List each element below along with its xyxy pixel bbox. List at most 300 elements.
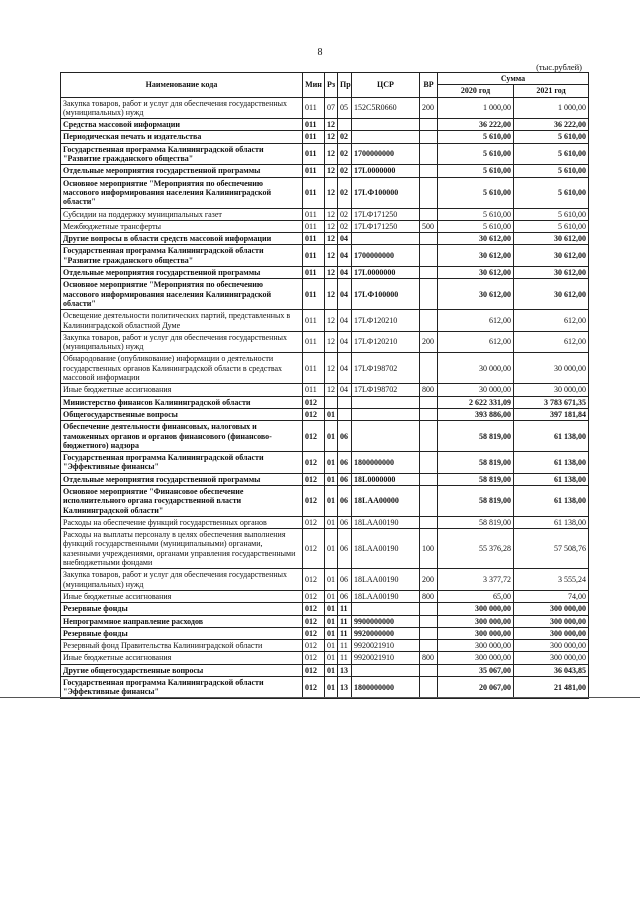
row-min: 012 [303, 408, 325, 420]
row-2020: 58 819,00 [438, 485, 514, 516]
row-min: 012 [303, 473, 325, 485]
row-pr: 04 [338, 331, 352, 353]
row-csr [352, 421, 420, 452]
row-rz: 12 [325, 245, 338, 267]
row-pr: 11 [338, 615, 352, 627]
row-min: 011 [303, 131, 325, 143]
row-name: Государственная программа Калининградской области "Эффективные финансы" [61, 677, 303, 699]
row-csr: 1700000000 [352, 245, 420, 267]
row-csr [352, 233, 420, 245]
row-rz: 12 [325, 279, 338, 310]
row-pr: 06 [338, 485, 352, 516]
row-name: Основное мероприятие "Мероприятия по обеспечению массового информирования населения Калининградской области" [61, 279, 303, 310]
row-2021: 36 043,85 [514, 664, 589, 676]
row-rz: 12 [325, 331, 338, 353]
table-body [61, 97, 589, 698]
row-2020: 5 610,00 [438, 177, 514, 208]
row-min: 012 [303, 452, 325, 474]
row-pr: 06 [338, 529, 352, 569]
row-vr: 200 [420, 97, 438, 119]
row-vr [420, 143, 438, 165]
row-2021: 612,00 [514, 310, 589, 332]
row-vr [420, 677, 438, 699]
row-2020: 612,00 [438, 310, 514, 332]
row-2020: 30 000,00 [438, 384, 514, 396]
row-name: Основное мероприятие "Финансовое обеспечение исполнительного органа государственной власти Калининградской области" [61, 485, 303, 516]
row-2021: 61 138,00 [514, 421, 589, 452]
row-pr: 13 [338, 677, 352, 699]
table-row [61, 384, 589, 396]
header-vr: ВР [420, 73, 438, 98]
row-2021: 61 138,00 [514, 485, 589, 516]
row-rz: 01 [325, 615, 338, 627]
row-name: Государственная программа Калининградской области "Развитие гражданского общества" [61, 245, 303, 267]
row-name: Расходы на выплаты персоналу в целях обеспечения выполнения функций государственными (муниципальными) органами, казенными учреждениями, органами управления государственными внебюджетными фондами [61, 529, 303, 569]
row-vr [420, 473, 438, 485]
row-2020: 30 612,00 [438, 233, 514, 245]
row-2021: 5 610,00 [514, 165, 589, 177]
row-pr [338, 119, 352, 131]
row-min: 012 [303, 569, 325, 591]
row-pr: 02 [338, 177, 352, 208]
header-csr: ЦСР [352, 73, 420, 98]
row-rz: 12 [325, 119, 338, 131]
row-2020: 30 612,00 [438, 245, 514, 267]
row-pr: 11 [338, 652, 352, 664]
row-name: Непрограммное направление расходов [61, 615, 303, 627]
row-vr [420, 516, 438, 528]
row-2021: 30 000,00 [514, 384, 589, 396]
row-2020: 30 612,00 [438, 279, 514, 310]
row-vr [420, 245, 438, 267]
row-name: Общегосударственные вопросы [61, 408, 303, 420]
row-vr [420, 131, 438, 143]
row-min: 012 [303, 627, 325, 639]
row-name: Иные бюджетные ассигнования [61, 384, 303, 396]
table-row [61, 208, 589, 220]
table-row [61, 131, 589, 143]
row-pr: 06 [338, 452, 352, 474]
row-min: 012 [303, 677, 325, 699]
row-pr: 02 [338, 165, 352, 177]
row-csr: 17L0000000 [352, 165, 420, 177]
row-vr: 800 [420, 384, 438, 396]
page-number: 8 [317, 47, 323, 58]
row-2021: 30 612,00 [514, 279, 589, 310]
row-2021: 300 000,00 [514, 627, 589, 639]
row-2020: 55 376,28 [438, 529, 514, 569]
row-name: Субсидии на поддержку муниципальных газет [61, 208, 303, 220]
row-vr [420, 452, 438, 474]
row-vr [420, 119, 438, 131]
budget-table [60, 72, 589, 699]
table-row [61, 652, 589, 664]
row-csr: 17LФ100000 [352, 177, 420, 208]
row-vr: 200 [420, 569, 438, 591]
row-min: 011 [303, 119, 325, 131]
table-row [61, 529, 589, 569]
row-name: Резервные фонды [61, 627, 303, 639]
page-divider [0, 697, 640, 698]
header-rz: Рз [325, 73, 338, 98]
table-row [61, 331, 589, 353]
row-pr: 02 [338, 208, 352, 220]
header-name: Наименование кода [61, 73, 303, 98]
row-name: Основное мероприятие "Мероприятия по обеспечению массового информирования населения Калининградской области" [61, 177, 303, 208]
row-rz: 12 [325, 177, 338, 208]
row-name: Отдельные мероприятия государственной программы [61, 165, 303, 177]
row-2020: 58 819,00 [438, 452, 514, 474]
row-rz: 01 [325, 529, 338, 569]
row-csr: 18LAA00000 [352, 485, 420, 516]
row-vr [420, 233, 438, 245]
row-name: Межбюджетные трансферты [61, 220, 303, 232]
row-2021: 61 138,00 [514, 452, 589, 474]
table-row [61, 421, 589, 452]
table-row [61, 615, 589, 627]
row-2021: 21 481,00 [514, 677, 589, 699]
row-name: Иные бюджетные ассигнования [61, 590, 303, 602]
row-2020: 3 377,72 [438, 569, 514, 591]
row-name: Закупка товаров, работ и услуг для обеспечения государственных (муниципальных) нужд [61, 97, 303, 119]
table-row [61, 640, 589, 652]
table-row [61, 516, 589, 528]
row-min: 012 [303, 652, 325, 664]
row-rz: 01 [325, 652, 338, 664]
row-min: 011 [303, 279, 325, 310]
row-rz: 01 [325, 569, 338, 591]
row-2020: 300 000,00 [438, 640, 514, 652]
row-min: 011 [303, 233, 325, 245]
row-2021: 5 610,00 [514, 177, 589, 208]
row-rz: 07 [325, 97, 338, 119]
row-csr [352, 131, 420, 143]
table-row [61, 119, 589, 131]
row-rz: 01 [325, 485, 338, 516]
row-pr: 11 [338, 603, 352, 615]
table-row [61, 473, 589, 485]
row-rz: 01 [325, 664, 338, 676]
header-2020: 2020 год [438, 85, 514, 97]
row-pr: 06 [338, 473, 352, 485]
row-min: 011 [303, 220, 325, 232]
row-csr: 9920021910 [352, 652, 420, 664]
row-min: 011 [303, 208, 325, 220]
row-vr [420, 177, 438, 208]
row-2020: 1 000,00 [438, 97, 514, 119]
row-2021: 36 222,00 [514, 119, 589, 131]
row-rz: 12 [325, 165, 338, 177]
row-pr: 05 [338, 97, 352, 119]
row-2020: 58 819,00 [438, 473, 514, 485]
row-csr: 18LAA00190 [352, 590, 420, 602]
row-rz: 12 [325, 220, 338, 232]
row-pr: 04 [338, 310, 352, 332]
table-row [61, 177, 589, 208]
row-2020: 30 000,00 [438, 353, 514, 384]
budget-table-container [60, 72, 588, 699]
row-2021: 3 555,24 [514, 569, 589, 591]
row-2020: 612,00 [438, 331, 514, 353]
row-rz: 01 [325, 421, 338, 452]
row-name: Другие вопросы в области средств массовой информации [61, 233, 303, 245]
row-name: Государственная программа Калининградской области "Эффективные финансы" [61, 452, 303, 474]
row-name: Иные бюджетные ассигнования [61, 652, 303, 664]
row-rz: 12 [325, 131, 338, 143]
row-vr [420, 603, 438, 615]
row-name: Другие общегосударственные вопросы [61, 664, 303, 676]
row-vr [420, 640, 438, 652]
row-pr: 02 [338, 143, 352, 165]
row-min: 012 [303, 421, 325, 452]
row-csr: 17LФ171250 [352, 208, 420, 220]
row-2021: 1 000,00 [514, 97, 589, 119]
row-2020: 2 622 331,09 [438, 396, 514, 408]
row-vr [420, 165, 438, 177]
row-name: Отдельные мероприятия государственной программы [61, 473, 303, 485]
row-rz: 01 [325, 452, 338, 474]
row-2020: 300 000,00 [438, 627, 514, 639]
row-csr [352, 119, 420, 131]
row-csr: 1800000000 [352, 677, 420, 699]
row-name: Государственная программа Калининградской области "Развитие гражданского общества" [61, 143, 303, 165]
row-2021: 397 181,84 [514, 408, 589, 420]
row-vr: 200 [420, 331, 438, 353]
row-csr: 9900000000 [352, 615, 420, 627]
row-csr [352, 396, 420, 408]
row-rz: 12 [325, 233, 338, 245]
row-2020: 36 222,00 [438, 119, 514, 131]
row-name: Закупка товаров, работ и услуг для обеспечения государственных (муниципальных) нужд [61, 331, 303, 353]
table-row [61, 165, 589, 177]
row-min: 012 [303, 396, 325, 408]
row-csr: 9920021910 [352, 640, 420, 652]
table-row [61, 408, 589, 420]
row-vr [420, 396, 438, 408]
row-csr: 18LAA00190 [352, 569, 420, 591]
row-pr: 04 [338, 245, 352, 267]
row-2020: 20 067,00 [438, 677, 514, 699]
row-2020: 5 610,00 [438, 131, 514, 143]
row-rz: 12 [325, 208, 338, 220]
row-vr: 800 [420, 652, 438, 664]
row-2021: 3 783 671,35 [514, 396, 589, 408]
unit-label: (тыс.рублей) [536, 62, 582, 72]
row-pr: 04 [338, 353, 352, 384]
table-row [61, 677, 589, 699]
row-name: Средства массовой информации [61, 119, 303, 131]
row-2020: 300 000,00 [438, 652, 514, 664]
row-pr: 02 [338, 220, 352, 232]
row-csr [352, 603, 420, 615]
row-2021: 612,00 [514, 331, 589, 353]
row-2021: 61 138,00 [514, 473, 589, 485]
row-name: Расходы на обеспечение функций государственных органов [61, 516, 303, 528]
row-rz: 01 [325, 603, 338, 615]
row-vr [420, 485, 438, 516]
row-name: Резервные фонды [61, 603, 303, 615]
row-min: 011 [303, 177, 325, 208]
row-2021: 5 610,00 [514, 143, 589, 165]
row-vr: 800 [420, 590, 438, 602]
row-rz: 12 [325, 353, 338, 384]
row-min: 012 [303, 664, 325, 676]
row-pr: 04 [338, 233, 352, 245]
table-row [61, 627, 589, 639]
table-row [61, 452, 589, 474]
row-2021: 30 612,00 [514, 267, 589, 279]
row-pr: 06 [338, 590, 352, 602]
row-csr: 18LAA00190 [352, 516, 420, 528]
row-2021: 30 000,00 [514, 353, 589, 384]
table-row [61, 245, 589, 267]
row-2020: 58 819,00 [438, 421, 514, 452]
row-vr [420, 421, 438, 452]
table-row [61, 220, 589, 232]
table-row [61, 603, 589, 615]
table-row [61, 664, 589, 676]
row-min: 012 [303, 485, 325, 516]
row-2021: 74,00 [514, 590, 589, 602]
row-rz: 12 [325, 143, 338, 165]
table-row [61, 233, 589, 245]
header-min: Мин [303, 73, 325, 98]
row-min: 011 [303, 245, 325, 267]
header-pr: Пр [338, 73, 352, 98]
row-csr: 9920000000 [352, 627, 420, 639]
row-2020: 300 000,00 [438, 603, 514, 615]
header-sum: Сумма [438, 73, 589, 85]
row-vr [420, 408, 438, 420]
row-csr: 17LФ198702 [352, 353, 420, 384]
row-2021: 30 612,00 [514, 233, 589, 245]
row-2020: 5 610,00 [438, 208, 514, 220]
row-pr: 06 [338, 569, 352, 591]
row-min: 012 [303, 590, 325, 602]
row-vr: 100 [420, 529, 438, 569]
row-2021: 5 610,00 [514, 208, 589, 220]
row-min: 011 [303, 331, 325, 353]
row-vr [420, 208, 438, 220]
row-2020: 58 819,00 [438, 516, 514, 528]
row-rz: 01 [325, 640, 338, 652]
row-min: 011 [303, 97, 325, 119]
row-rz: 12 [325, 384, 338, 396]
row-min: 012 [303, 640, 325, 652]
row-2021: 5 610,00 [514, 131, 589, 143]
row-pr: 06 [338, 516, 352, 528]
row-2021: 5 610,00 [514, 220, 589, 232]
row-vr [420, 279, 438, 310]
table-row [61, 485, 589, 516]
row-csr: 17L0000000 [352, 267, 420, 279]
row-csr: 1700000000 [352, 143, 420, 165]
row-vr [420, 310, 438, 332]
row-pr: 04 [338, 279, 352, 310]
row-pr: 04 [338, 267, 352, 279]
table-row [61, 267, 589, 279]
row-2020: 5 610,00 [438, 220, 514, 232]
row-pr: 06 [338, 421, 352, 452]
row-min: 012 [303, 529, 325, 569]
row-min: 012 [303, 603, 325, 615]
row-csr: 17LФ100000 [352, 279, 420, 310]
table-row [61, 353, 589, 384]
row-csr: 18L0000000 [352, 473, 420, 485]
table-row [61, 279, 589, 310]
row-min: 011 [303, 310, 325, 332]
row-2021: 61 138,00 [514, 516, 589, 528]
table-row [61, 97, 589, 119]
row-name: Резервный фонд Правительства Калининградской области [61, 640, 303, 652]
row-name: Освещение деятельности политических партий, представленных в Калининградской областной Думе [61, 310, 303, 332]
row-pr: 11 [338, 640, 352, 652]
row-2021: 300 000,00 [514, 640, 589, 652]
row-min: 011 [303, 384, 325, 396]
row-2020: 5 610,00 [438, 165, 514, 177]
row-name: Обеспечение деятельности финансовых, налоговых и таможенных органов и органов финансового (финансово-бюджетного) надзора [61, 421, 303, 452]
row-rz: 01 [325, 473, 338, 485]
row-csr: 17LФ198702 [352, 384, 420, 396]
row-2020: 65,00 [438, 590, 514, 602]
row-2020: 300 000,00 [438, 615, 514, 627]
row-rz [325, 396, 338, 408]
row-csr: 152С5R0660 [352, 97, 420, 119]
table-row [61, 396, 589, 408]
row-min: 011 [303, 165, 325, 177]
row-min: 011 [303, 267, 325, 279]
row-csr [352, 664, 420, 676]
row-rz: 01 [325, 516, 338, 528]
row-rz: 01 [325, 627, 338, 639]
row-name: Отдельные мероприятия государственной программы [61, 267, 303, 279]
row-2021: 300 000,00 [514, 603, 589, 615]
row-vr [420, 267, 438, 279]
header-2021: 2021 год [514, 85, 589, 97]
row-vr [420, 664, 438, 676]
row-rz: 01 [325, 408, 338, 420]
row-pr [338, 408, 352, 420]
row-name: Периодическая печать и издательства [61, 131, 303, 143]
row-rz: 12 [325, 267, 338, 279]
row-vr: 500 [420, 220, 438, 232]
row-csr: 1800000000 [352, 452, 420, 474]
row-rz: 01 [325, 677, 338, 699]
row-csr: 18LAA00190 [352, 529, 420, 569]
row-2021: 300 000,00 [514, 615, 589, 627]
row-pr: 13 [338, 664, 352, 676]
row-2021: 300 000,00 [514, 652, 589, 664]
row-name: Министерство финансов Калининградской области [61, 396, 303, 408]
row-pr: 11 [338, 627, 352, 639]
table-row [61, 569, 589, 591]
row-pr: 02 [338, 131, 352, 143]
row-2020: 30 612,00 [438, 267, 514, 279]
row-name: Обнародование (опубликование) информации о деятельности государственных органов Калининградской области в средствах массовой информации [61, 353, 303, 384]
row-pr [338, 396, 352, 408]
row-min: 012 [303, 516, 325, 528]
row-csr [352, 408, 420, 420]
row-2021: 30 612,00 [514, 245, 589, 267]
row-csr: 17LФ171250 [352, 220, 420, 232]
row-2021: 57 508,76 [514, 529, 589, 569]
row-rz: 12 [325, 310, 338, 332]
table-row [61, 143, 589, 165]
row-rz: 01 [325, 590, 338, 602]
row-2020: 393 886,00 [438, 408, 514, 420]
row-vr [420, 615, 438, 627]
row-pr: 04 [338, 384, 352, 396]
